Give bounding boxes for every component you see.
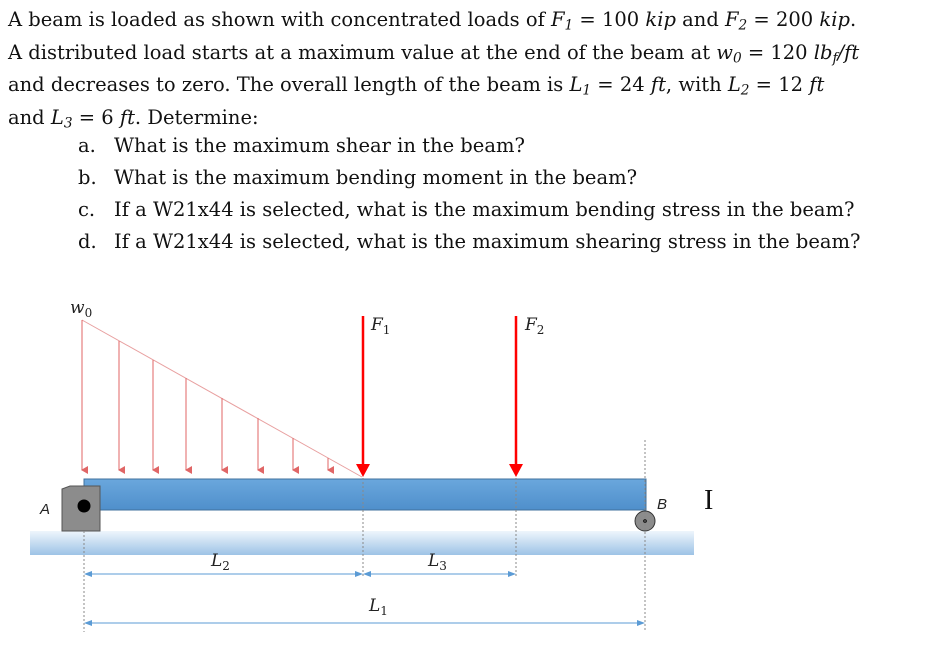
dimension-lines — [84, 571, 645, 626]
label-f2: $F_2$ — [525, 315, 545, 337]
text: A distributed load starts at a maximum value at the end of the beam at — [8, 40, 717, 64]
distributed-load — [82, 320, 362, 477]
unit-ft: ft — [650, 73, 666, 96]
unit-kip: kip — [645, 8, 676, 31]
text: and — [8, 105, 51, 129]
f1-symbol: $F_1$ — [551, 8, 574, 34]
question-c: c. If a W21x44 is selected, what is the maximum bending stress in the beam? — [78, 198, 855, 221]
point-load-f2 — [509, 316, 523, 477]
unit-kip: kip — [819, 8, 850, 31]
text: . — [849, 8, 857, 31]
section-symbol: I — [704, 485, 714, 516]
f2-symbol: $F_2$ — [725, 8, 748, 34]
text: and — [675, 8, 726, 31]
text: = 24 — [591, 73, 651, 96]
question-a: a. What is the maximum shear in the beam? — [78, 134, 525, 157]
label-l1: $L_1$ — [369, 596, 388, 618]
text: = 12 — [749, 73, 810, 96]
ground — [30, 531, 694, 555]
l3-symbol: $L_3$ — [50, 105, 73, 131]
text: A beam is loaded as shown with concentrated loads of — [8, 8, 552, 31]
l2-symbol: $L_2$ — [727, 73, 750, 99]
label-l2: $L_2$ — [211, 551, 230, 573]
text: = 100 — [573, 8, 646, 31]
question-d: d. If a W21x44 is selected, what is the maximum shearing stress in the beam? — [78, 230, 861, 253]
pin-support-a — [62, 486, 100, 531]
text: = 200 — [747, 8, 820, 31]
text: and decreases to zero. The overall length of the beam is — [8, 73, 570, 96]
label-w0: $w_0$ — [70, 298, 93, 320]
label-support-b: B — [657, 496, 668, 513]
label-f1: $F_1$ — [371, 315, 391, 337]
w0-symbol: $w_0$ — [716, 40, 742, 66]
label-support-a: A — [40, 501, 51, 518]
text: . Determine: — [134, 105, 259, 129]
unit-lbf-ft: $lb_f/ft$ — [813, 40, 860, 66]
text: = 120 — [741, 40, 814, 64]
unit-ft: ft — [119, 105, 135, 129]
l1-symbol: $L_1$ — [569, 73, 592, 99]
text: = 6 — [72, 105, 120, 129]
question-b: b. What is the maximum bending moment in the beam? — [78, 166, 638, 189]
text: , with — [665, 73, 728, 96]
beam — [84, 479, 646, 510]
unit-ft: ft — [809, 73, 825, 96]
label-l3: $L_3$ — [428, 551, 447, 573]
point-load-f1 — [356, 316, 370, 477]
